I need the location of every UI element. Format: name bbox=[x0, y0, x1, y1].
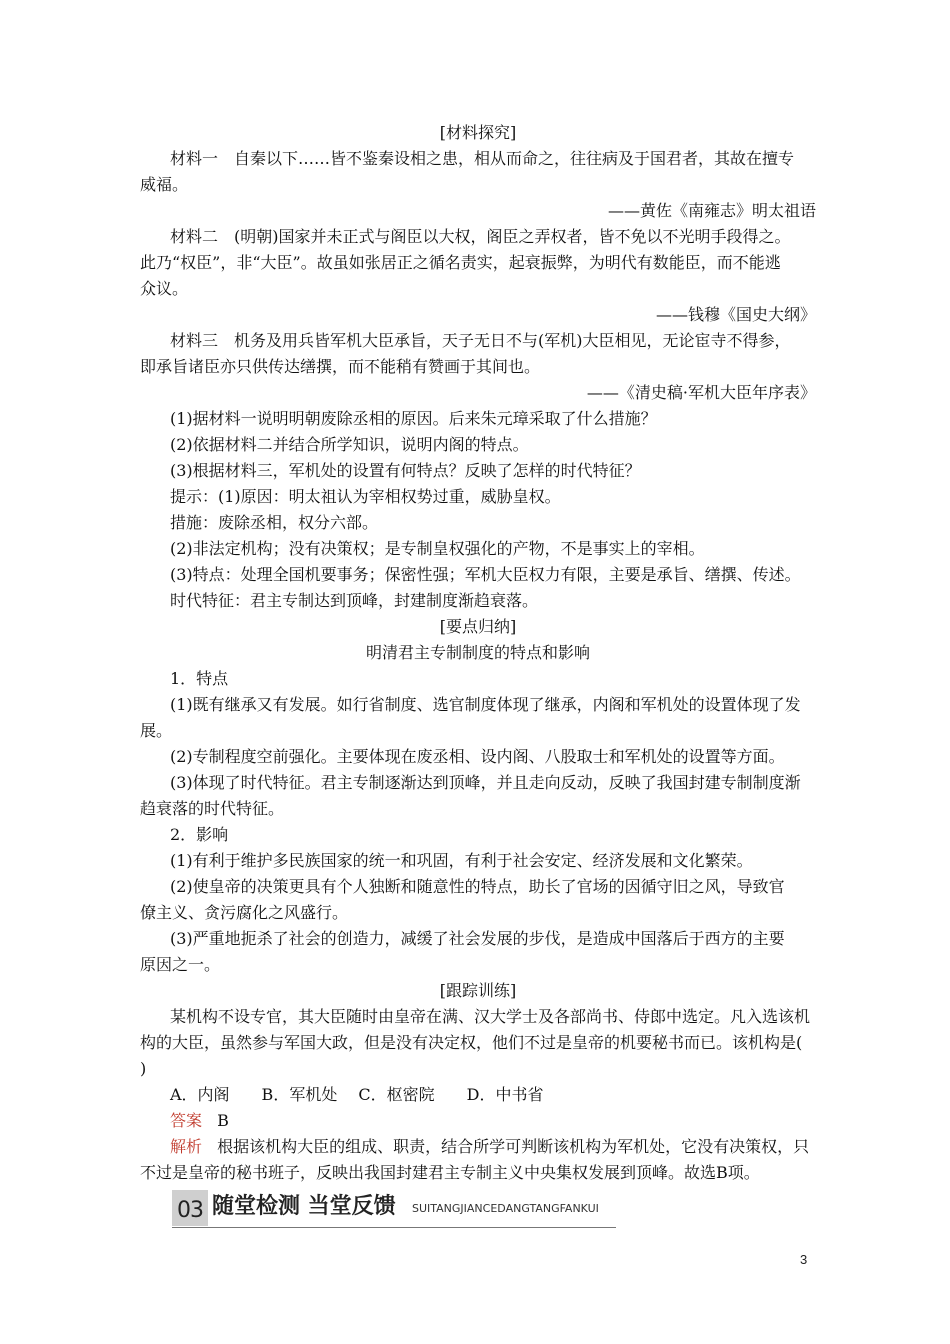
banner-number-box bbox=[172, 1190, 208, 1226]
banner-subtitle: SUITANGJIANCEDANGTANGFANKUI bbox=[412, 1202, 599, 1215]
hint-1: 提示：(1)原因：明太祖认为宰相权势过重，威胁皇权。 bbox=[170, 487, 561, 506]
banner-number: 03 bbox=[177, 1198, 203, 1223]
question-3: (3)根据材料三，军机处的设置有何特点？反映了怎样的时代特征？ bbox=[170, 461, 641, 480]
question-1: (1)据材料一说明明朝废除丞相的原因。后来朱元璋采取了什么措施？ bbox=[170, 409, 657, 428]
feature-1-line-1: (1)既有继承又有发展。如行省制度、选官制度体现了继承，内阁和军机处的设置体现了发 bbox=[170, 695, 801, 714]
question-2: (2)依据材料二并结合所学知识，说明内阁的特点。 bbox=[170, 435, 529, 454]
impact-1: (1)有利于维护多民族国家的统一和巩固，有利于社会安定、经济发展和文化繁荣。 bbox=[170, 851, 753, 870]
material-1-line-1: 材料一 自秦以下……皆不鉴秦设相之患，相从而命之，往往病及于国君者，其故在擅专 bbox=[170, 149, 795, 168]
material-2-source: ——钱穆《国史大纲》 bbox=[655, 305, 816, 324]
features-heading: 1．特点 bbox=[170, 669, 229, 688]
hint-2: 措施：废除丞相，权分六部。 bbox=[170, 513, 379, 532]
analysis-label: 解析 bbox=[170, 1137, 203, 1156]
section-heading-tracking-training: [跟踪训练] bbox=[439, 981, 517, 1000]
material-3-line-1: 材料三 机务及用兵皆军机大臣承旨，天子无日不与(军机)大臣相见，无论宦寺不得参， bbox=[170, 331, 791, 350]
feature-3-line-2: 趋衰落的时代特征。 bbox=[140, 799, 285, 818]
feature-3-line-1: (3)体现了时代特征。君主专制逐渐达到顶峰，并且走向反动，反映了我国封建专制制度渐 bbox=[170, 773, 801, 792]
answer-value: B bbox=[217, 1111, 229, 1130]
section-heading-key-points: [要点归纳] bbox=[439, 617, 517, 636]
material-3-line-2: 即承旨诸臣亦只供传达缮撰，而不能稍有赞画于其间也。 bbox=[140, 357, 541, 376]
material-2-line-1: 材料二 (明朝)国家并未正式与阁臣以大权，阁臣之弄权者，皆不免以不光明手段得之。 bbox=[170, 227, 791, 246]
material-1-source: ——黄佐《南雍志》明太祖语 bbox=[607, 201, 816, 220]
summary-title: 明清君主专制制度的特点和影响 bbox=[365, 643, 590, 662]
feature-2: (2)专制程度空前强化。主要体现在废丞相、设内阁、八股取士和军机处的设置等方面。 bbox=[170, 747, 785, 766]
answer-row bbox=[170, 1108, 816, 1134]
impact-3-line-2: 原因之一。 bbox=[140, 955, 221, 974]
impact-heading: 2．影响 bbox=[170, 825, 229, 844]
hint-5: 时代特征：君主专制达到顶峰，封建制度渐趋衰落。 bbox=[170, 591, 539, 610]
analysis-row bbox=[170, 1134, 816, 1160]
analysis-line-2: 不过是皇帝的秘书班子，反映出我国封建君主专制主义中央集权发展到顶峰。故选B项。 bbox=[140, 1163, 760, 1182]
hint-4: (3)特点：处理全国机要事务；保密性强；军机大臣权力有限，主要是承旨、缮撰、传述。 bbox=[170, 565, 801, 584]
hint-3: (2)非法定机构；没有决策权；是专制皇权强化的产物，不是事实上的宰相。 bbox=[170, 539, 705, 558]
feature-1-line-2: 展。 bbox=[140, 721, 173, 740]
material-2-line-3: 众议。 bbox=[140, 279, 189, 298]
material-2-line-2: 此乃“权臣”，非“大臣”。故虽如张居正之循名责实，起衰振弊，为明代有数能臣，而不能逃 bbox=[140, 253, 781, 272]
impact-2-line-2: 僚主义、贪污腐化之风盛行。 bbox=[140, 903, 349, 922]
exercise-question-line-3: ) bbox=[140, 1059, 147, 1078]
exercise-question-line-1: 某机构不设专官，其大臣随时由皇帝在满、汉大学士及各部尚书、侍郎中选定。凡入选该机 bbox=[170, 1007, 811, 1026]
banner-divider bbox=[172, 1227, 616, 1228]
material-3-source: ——《清史稿·军机大臣年序表》 bbox=[586, 383, 816, 402]
page-number: 3 bbox=[800, 1252, 808, 1267]
impact-2-line-1: (2)使皇帝的决策更具有个人独断和随意性的特点，助长了官场的因循守旧之风，导致官 bbox=[170, 877, 785, 896]
answer-label: 答案 bbox=[170, 1111, 203, 1130]
material-1-line-2: 威福。 bbox=[140, 175, 189, 194]
analysis-line-1: 根据该机构大臣的组成、职责，结合所学可判断该机构为军机处，它没有决策权，只 bbox=[217, 1137, 810, 1156]
section-banner bbox=[172, 1190, 616, 1228]
section-heading-material-inquiry: [材料探究] bbox=[439, 123, 517, 142]
exercise-question-line-2: 构的大臣，虽然参与军国大政，但是没有决定权，他们不过是皇帝的机要秘书而已。该机构是( bbox=[140, 1033, 803, 1052]
banner-title: 随堂检测 当堂反馈 bbox=[212, 1194, 396, 1219]
impact-3-line-1: (3)严重地扼杀了社会的创造力，减缓了社会发展的步伐，是造成中国落后于西方的主要 bbox=[170, 929, 785, 948]
exercise-options: A．内阁 B．军机处 C．枢密院 D．中书省 bbox=[170, 1085, 544, 1104]
